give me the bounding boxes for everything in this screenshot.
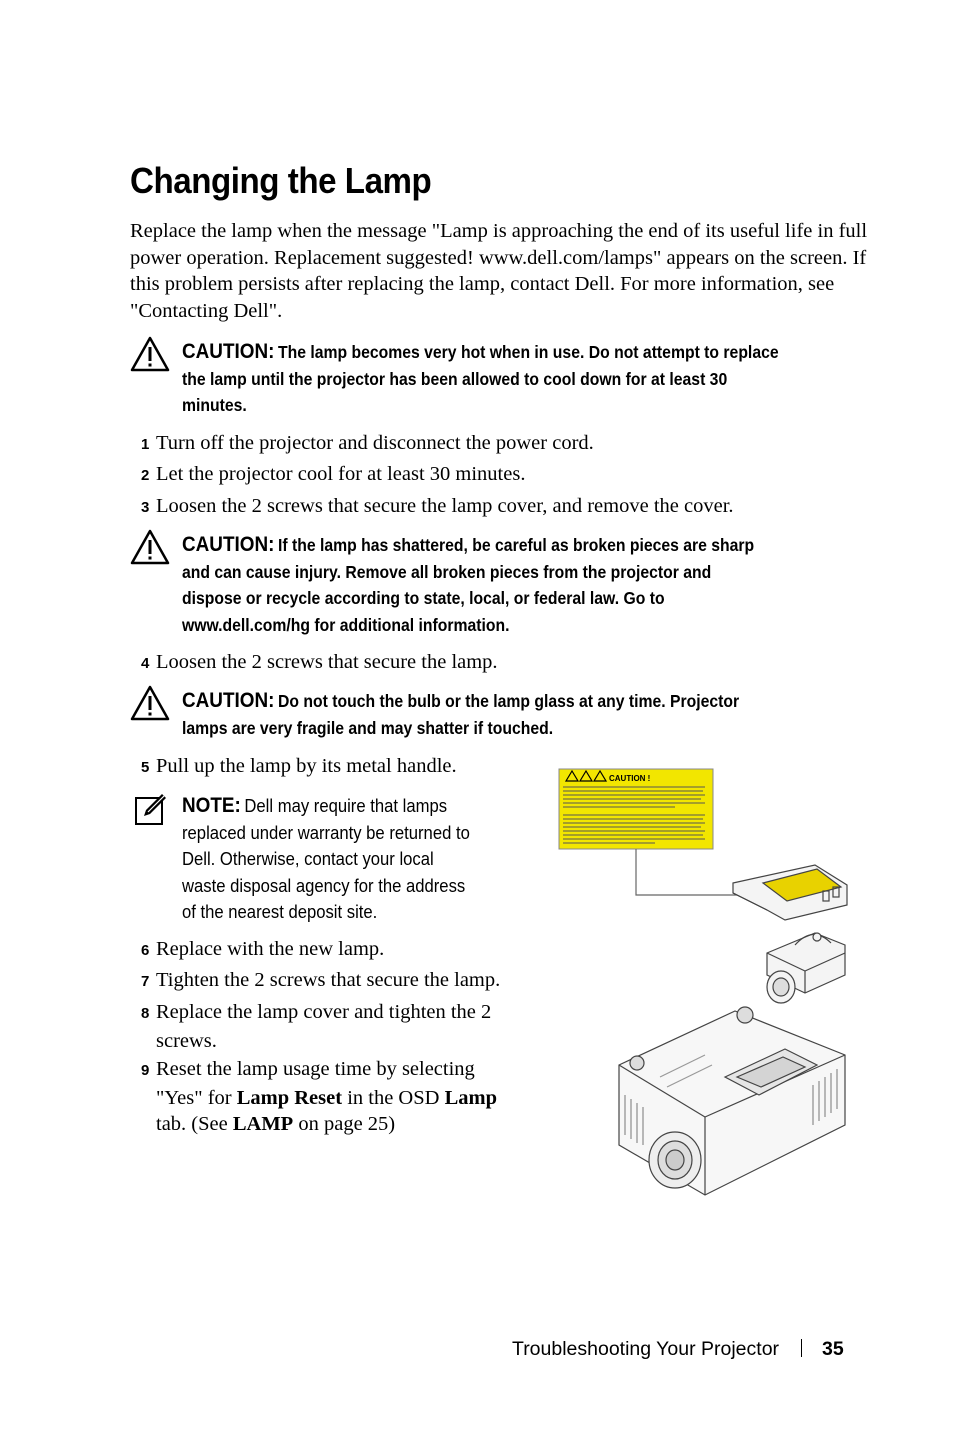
- step-2: 2 Let the projector cool for at least 30 minutes.: [141, 463, 526, 485]
- caution-triangle-icon: [130, 336, 170, 372]
- caution-line: www.dell.com/hg for additional information.: [182, 614, 510, 635]
- caution-line: minutes.: [182, 395, 247, 415]
- step-5: 5 Pull up the lamp by its metal handle.: [141, 755, 457, 777]
- sticker-heading: CAUTION !: [609, 774, 651, 783]
- note: NOTE: Dell may require that lamps replaced under warranty be returned to Dell. Otherwise, contact your local waste disposal agency for the address of the nearest deposit site.: [182, 794, 470, 922]
- step-4: 4 Loosen the 2 screws that secure the lamp.: [141, 651, 498, 673]
- step-1: 1 Turn off the projector and disconnect the power cord.: [141, 432, 594, 454]
- step-7: 7 Tighten the 2 screws that secure the lamp.: [141, 969, 501, 991]
- caution-line: If the lamp has shattered, be careful as broken pieces are sharp: [277, 535, 755, 555]
- caution-triangle-icon: [130, 685, 170, 721]
- caution-line: and can cause injury. Remove all broken pieces from the projector and: [182, 561, 712, 582]
- caution-line: The lamp becomes very hot when in use. Do not attempt to replace: [277, 342, 779, 362]
- caution-3: [182, 688, 739, 741]
- lamp-replacement-illustration: [555, 765, 855, 1205]
- footer-separator: [801, 1339, 802, 1357]
- footer-section-title: Troubleshooting Your Projector: [512, 1338, 780, 1360]
- projector-drawing: [619, 1007, 845, 1195]
- caution-line: lamps are very fragile and may shatter if touched.: [182, 717, 554, 738]
- caution-label-sticker: [559, 769, 713, 849]
- caution-line: Do not touch the bulb or the lamp glass at any time. Projector: [277, 691, 740, 711]
- step-9: 9 Reset the lamp usage time by selecting "Yes" for Lamp Reset in the OSD Lamp tab. (See LAMP on page 25): [141, 1058, 497, 1135]
- lamp-reference: LAMP: [232, 1113, 294, 1135]
- osd-option-lamp-reset: Lamp Reset: [236, 1086, 343, 1109]
- page-footer: [512, 1338, 844, 1361]
- caution-1: [182, 339, 779, 419]
- caution-line: the lamp until the projector has been allowed to cool down for at least 30: [182, 368, 728, 389]
- intro-paragraph: Replace the lamp when the message "Lamp is approaching the end of its useful life in full power operation. Replacement suggested! www.dell.com/lamps" appears on the screen. If this problem persists after replacing the lamp, contact Dell. For more information, see "Contacting Dell".: [130, 220, 868, 322]
- caution-label: CAUTION:: [182, 533, 275, 556]
- step-6: 6 Replace with the new lamp.: [141, 938, 385, 960]
- caution-label: CAUTION:: [182, 340, 275, 363]
- lamp-module-drawing: [767, 933, 845, 1003]
- step-8: 8 Replace the lamp cover and tighten the 2 screws.: [141, 1001, 492, 1052]
- note-label: NOTE:: [182, 794, 241, 817]
- caution-2: [182, 532, 754, 638]
- lamp-cover-drawing: [733, 865, 847, 920]
- step-3: 3 Loosen the 2 screws that secure the lamp cover, and remove the cover.: [141, 495, 734, 517]
- osd-tab-lamp: Lamp: [444, 1086, 497, 1109]
- page-title: Changing the Lamp: [130, 160, 432, 201]
- caution-label: CAUTION:: [182, 689, 275, 712]
- page-number: 35: [822, 1338, 844, 1360]
- note-pencil-icon: [134, 790, 170, 826]
- caution-triangle-icon: [130, 529, 170, 565]
- caution-line: dispose or recycle according to state, local, or federal law. Go to: [182, 588, 665, 608]
